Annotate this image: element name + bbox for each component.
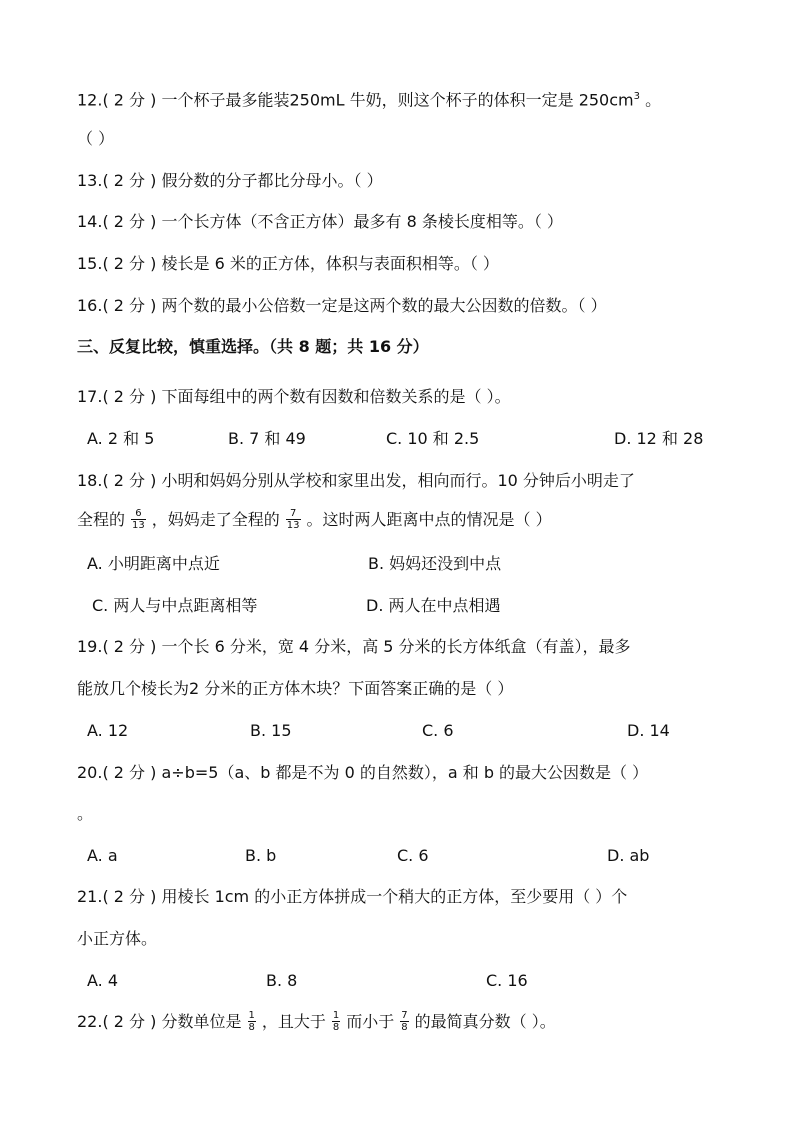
option-a[interactable]: A. a (87, 846, 118, 865)
option-c[interactable]: C. 10 和 2.5 (386, 429, 480, 448)
question-17 (77, 386, 511, 408)
question-number: 16. (77, 296, 103, 315)
option-c[interactable]: C. 16 (486, 971, 528, 990)
question-number: 15. (77, 254, 103, 273)
question-text: 两个数的最小公倍数一定是这两个数的最大公因数的倍数。（ ） (161, 296, 607, 315)
question-number: 21. (77, 887, 103, 906)
question-text: ，且大于 (261, 1012, 326, 1031)
question-score: ( 2 分 ) (102, 90, 157, 110)
numerator: 6 (135, 508, 142, 519)
question-score: ( 2 分 ) (102, 171, 157, 190)
question-text: 全程的 (77, 510, 126, 529)
question-score: ( 2 分 ) (102, 763, 157, 782)
question-text: ，妈妈走了全程的 (151, 510, 280, 529)
denominator: 8 (401, 1022, 408, 1033)
option-b[interactable]: B. 妈妈还没到中点 (368, 554, 502, 573)
question-number: 13. (77, 171, 103, 190)
question-text: 一个长方体（不含正方体）最多有 8 条棱长度相等。（ ） (161, 212, 563, 231)
question-20-line-2: 。 (77, 804, 94, 823)
question-21 (77, 886, 627, 908)
question-12-answer-blank: （ ） (77, 129, 115, 148)
option-d[interactable]: D. 14 (627, 721, 670, 740)
option-c[interactable]: C. 6 (422, 721, 454, 740)
option-b[interactable]: B. 15 (250, 721, 292, 740)
question-number: 14. (77, 212, 103, 231)
question-score: ( 2 分 ) (102, 637, 157, 656)
question-number: 20. (77, 763, 103, 782)
fraction (248, 1010, 256, 1033)
question-score: ( 2 分 ) (102, 254, 157, 273)
question-score: ( 2 分 ) (102, 387, 157, 406)
question-text: 。这时两人距离中点的情况是（ ） (306, 510, 552, 529)
question-20 (77, 762, 648, 784)
option-b[interactable]: B. b (245, 846, 277, 865)
denominator: 13 (132, 520, 145, 531)
option-a[interactable]: A. 2 和 5 (87, 429, 155, 448)
option-c[interactable]: C. 6 (397, 846, 429, 865)
question-text: 假分数的分子都比分母小。（ ） (161, 171, 383, 190)
question-number: 19. (77, 637, 103, 656)
question-number: 22. (77, 1012, 103, 1031)
option-c[interactable]: C. 两人与中点距离相等 (92, 596, 258, 615)
option-a[interactable]: A. 小明距离中点近 (87, 554, 220, 573)
denominator: 8 (332, 1022, 340, 1033)
question-text: 下面每组中的两个数有因数和倍数关系的是（ ）。 (161, 387, 511, 406)
question-18 (77, 470, 635, 492)
question-text: 而小于 (346, 1012, 395, 1031)
question-19 (77, 636, 631, 658)
numerator: 1 (332, 1010, 340, 1021)
denominator: 13 (286, 520, 300, 531)
question-21-line-2: 小正方体。 (77, 929, 158, 948)
question-text: a÷b=5（a、b 都是不为 0 的自然数），a 和 b 的最大公因数是（ ） (161, 763, 649, 782)
fraction (332, 1010, 340, 1033)
option-d[interactable]: D. ab (607, 846, 650, 865)
question-16 (77, 295, 607, 317)
question-number: 18. (77, 471, 103, 490)
question-text: 分数单位是 (161, 1012, 242, 1031)
question-tail: 。 (645, 90, 662, 110)
question-score: ( 2 分 ) (102, 1012, 157, 1031)
question-14 (77, 211, 563, 233)
option-d[interactable]: D. 12 和 28 (614, 429, 704, 448)
question-score: ( 2 分 ) (102, 887, 157, 906)
question-text: 棱长是 6 米的正方体，体积与表面积相等。（ ） (161, 254, 499, 273)
question-score: ( 2 分 ) (102, 296, 157, 315)
section-heading: 三、反复比较，慎重选择。（共 8 题；共 16 分） (77, 337, 429, 356)
question-text: 小明和妈妈分别从学校和家里出发，相向而行。10 分钟后小明走了 (161, 471, 635, 490)
question-13 (77, 170, 383, 192)
fraction (400, 1010, 408, 1033)
numerator: 7 (289, 508, 297, 519)
question-text: 一个长 6 分米，宽 4 分米，高 5 分米的长方体纸盒（有盖），最多 (161, 637, 631, 656)
option-d[interactable]: D. 两人在中点相遇 (366, 596, 501, 615)
question-number: 17. (77, 387, 103, 406)
question-18-line-2 (77, 509, 552, 532)
question-19-line-2: 能放几个棱长为2 分米的正方体木块？下面答案正确的是（ ） (77, 679, 514, 698)
option-b[interactable]: B. 7 和 49 (228, 429, 306, 448)
option-a[interactable]: A. 12 (87, 721, 129, 740)
option-a[interactable]: A. 4 (87, 971, 119, 990)
question-22 (77, 1011, 556, 1034)
superscript: 3 (633, 91, 640, 102)
question-text: 一个杯子最多能装250mL 牛奶，则这个杯子的体积一定是 250cm (161, 90, 634, 110)
option-b[interactable]: B. 8 (266, 971, 298, 990)
denominator: 8 (248, 1022, 255, 1033)
fraction (131, 508, 146, 531)
numerator: 1 (248, 1010, 255, 1021)
question-number: 12. (77, 90, 103, 110)
question-text: 的最简真分数（ ）。 (414, 1012, 556, 1031)
question-score: ( 2 分 ) (102, 471, 157, 490)
question-score: ( 2 分 ) (102, 212, 157, 231)
numerator: 7 (401, 1010, 408, 1021)
question-15 (77, 253, 499, 275)
fraction (286, 508, 301, 531)
question-text: 用棱长 1cm 的小正方体拼成一个稍大的正方体，至少要用（ ）个 (161, 887, 628, 906)
question-12 (77, 86, 661, 111)
